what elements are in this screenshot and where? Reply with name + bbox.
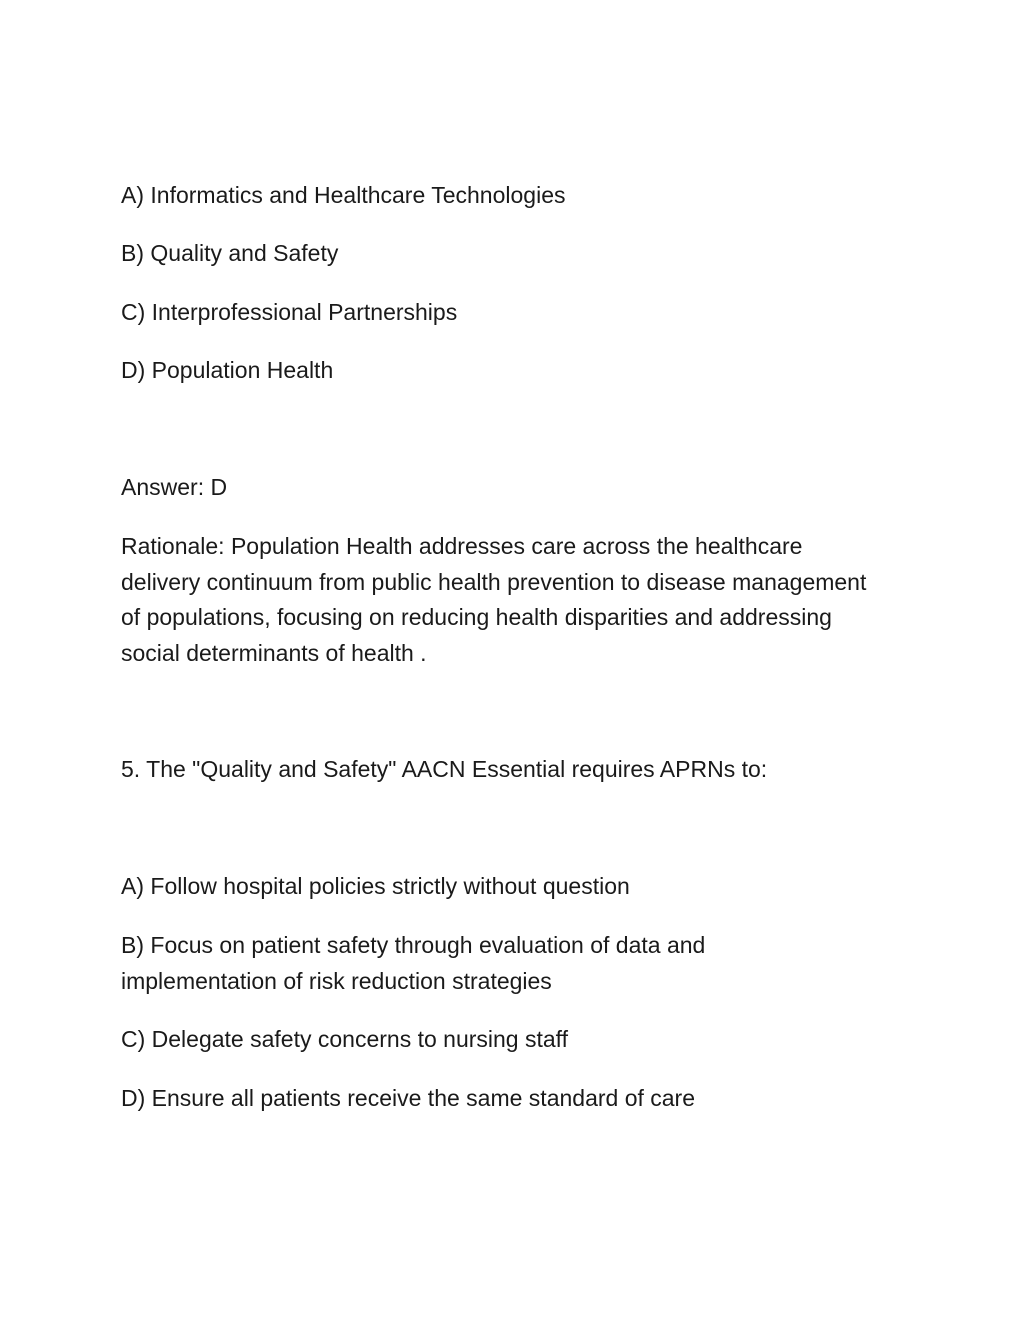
- q4-rationale: Rationale: Population Health addresses care across the healthcare delivery continuum from public health prevention to disease management of populations, focusing on reducing health disparities and addressing social determinants of health .: [121, 533, 867, 666]
- q4-answer: Answer: D: [121, 474, 228, 500]
- q5-question: 5. The "Quality and Safety" AACN Essential requires APRNs to:: [121, 756, 768, 782]
- q5-option-d: D) Ensure all patients receive the same standard of care: [121, 1085, 696, 1111]
- q5-option-a: A) Follow hospital policies strictly without question: [121, 873, 630, 899]
- q4-option-d: D) Population Health: [121, 357, 334, 383]
- q5-option-b: B) Focus on patient safety through evaluation of data and implementation of risk reduction strategies: [121, 932, 706, 994]
- q5-option-c: C) Delegate safety concerns to nursing staff: [121, 1026, 569, 1052]
- q4-option-c: C) Interprofessional Partnerships: [121, 299, 458, 325]
- q4-option-b: B) Quality and Safety: [121, 240, 339, 266]
- q4-option-a: A) Informatics and Healthcare Technologies: [121, 182, 566, 208]
